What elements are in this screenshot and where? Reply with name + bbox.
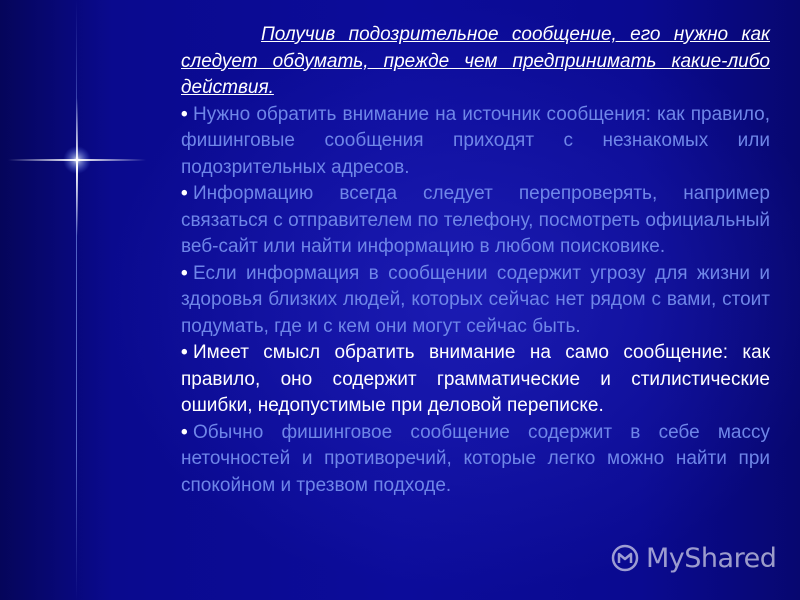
bullet-text: Обычно фишинговое сообщение содержит в себе массу неточностей и противоречий, которые легко можно найти при спокойном и трезвом подходе. <box>181 421 770 496</box>
bullet-item <box>181 102 770 182</box>
watermark-text: MyShared <box>646 542 777 574</box>
bullet-text: Нужно обратить внимание на источник сообщения: как правило, фишинговые сообщения приходят с незнакомых или подозрительных адресов. <box>181 103 770 178</box>
bullet-item <box>181 261 770 341</box>
bullet-text: Имеет смысл обратить внимание на само сообщение: как правило, оно содержит грамматические и стилистические ошибки, недопустимые при деловой переписке. <box>181 342 770 416</box>
decorative-vertical-line <box>76 0 77 600</box>
slide-text <box>181 22 770 499</box>
intro-heading: Получив подозрительное сообщение, его нужно как следует обдумать, прежде чем предпринимать какие-либо действия. <box>181 24 770 98</box>
bullet-text: Если информация в сообщении содержит угрозу для жизни и здоровья близких людей, которых сейчас нет рядом с вами, стоит подумать, где и с кем они могут сейчас быть. <box>181 262 770 337</box>
bullet-marker: • <box>181 183 188 204</box>
bullet-marker: • <box>181 421 188 443</box>
watermark <box>610 536 776 580</box>
bullet-item <box>181 181 770 261</box>
bullet-item-highlighted <box>181 340 770 420</box>
bullet-marker: • <box>181 342 188 363</box>
sparkle-icon <box>8 98 146 236</box>
myshared-logo-icon <box>610 543 640 573</box>
bullet-marker: • <box>181 262 188 284</box>
bullet-item <box>181 420 770 500</box>
bullet-marker: • <box>181 103 188 125</box>
bullet-text: Информацию всегда следует перепроверять, например связаться с отправителем по телефону, посмотреть официальный веб-сайт или найти информацию в любом поисковике. <box>181 183 770 257</box>
